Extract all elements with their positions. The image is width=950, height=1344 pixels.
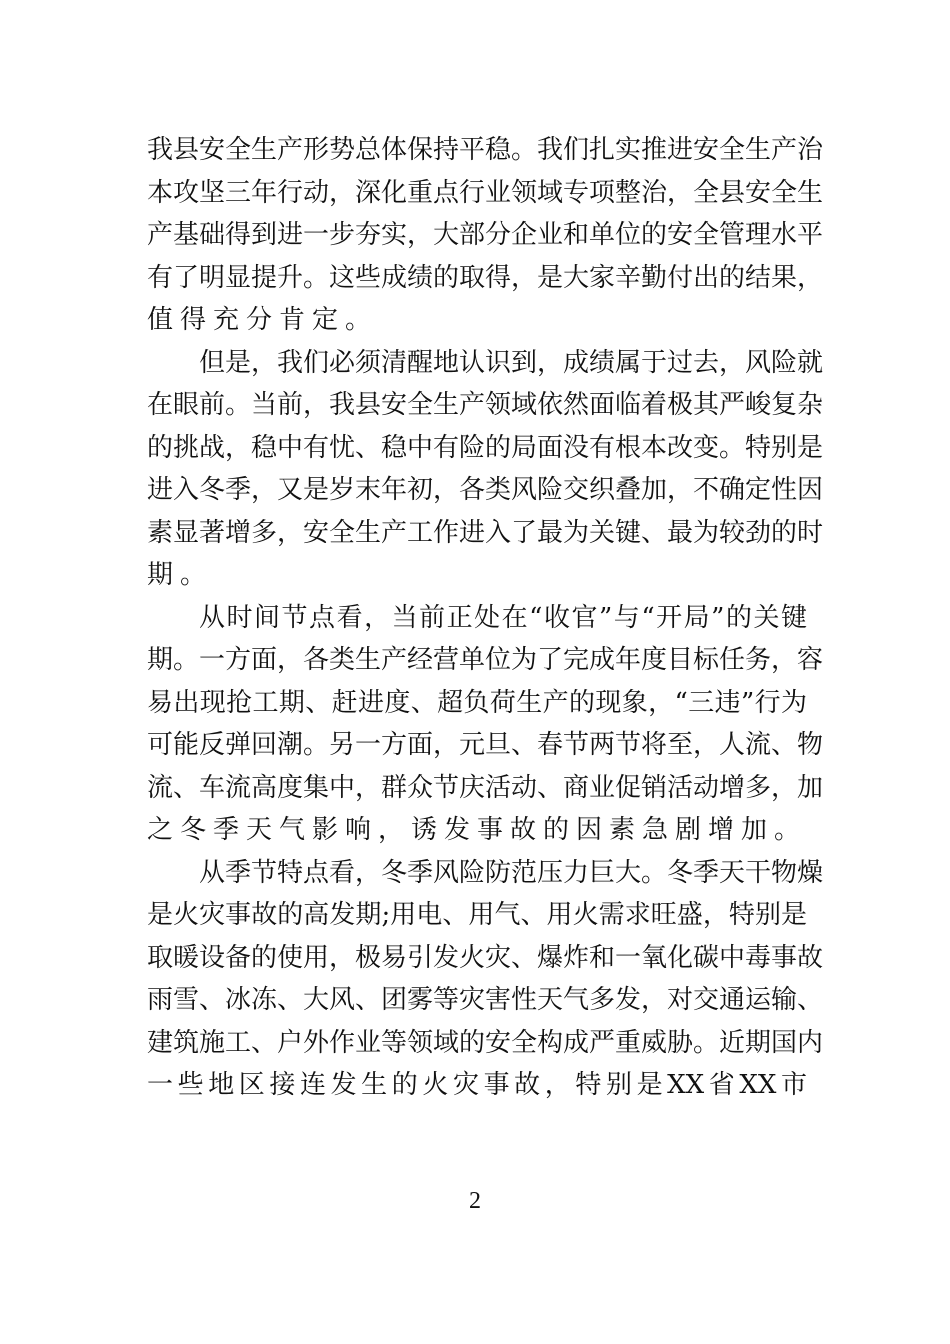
paragraph xyxy=(147,597,824,852)
text-line: 易出现抢工期、赶进度、超负荷生产的现象，“三违”行为 xyxy=(147,687,807,718)
text-line: 取暖设备的使用，极易引发火灾、爆炸和一氧化碳中毒事故 xyxy=(147,942,824,973)
text-line: 雨雪、冰冻、大风、团雾等灾害性天气多发，对交通运输、 xyxy=(147,985,824,1015)
paragraph xyxy=(147,852,824,1107)
paragraph xyxy=(147,342,824,597)
text-line: 期。一方面，各类生产经营单位为了完成年度目标任务，容 xyxy=(147,645,824,675)
text-line: 本攻坚三年行动，深化重点行业领域专项整治，全县安全生 xyxy=(147,177,824,208)
text-line: 进入冬季，又是岁末年初，各类风险交织叠加，不确定性因 xyxy=(147,475,824,505)
text-line: 值得充分肯定。 xyxy=(147,305,379,335)
text-line: 素显著增多，安全生产工作进入了最为关键、最为较劲的时 xyxy=(147,517,824,548)
body-text xyxy=(147,129,824,1107)
text-line: 一些地区接连发生的火灾事故，特别是XX省XX市 xyxy=(147,1070,807,1100)
text-line: 在眼前。当前，我县安全生产领域依然面临着极其严峻复杂 xyxy=(147,390,824,420)
text-line: 从季节特点看，冬季风险防范压力巨大。冬季天干物燥 xyxy=(199,857,824,888)
text-line: 建筑施工、户外作业等领域的安全构成严重威胁。近期国内 xyxy=(147,1027,824,1058)
text-line: 流、车流高度集中，群众节庆活动、商业促销活动增多，加 xyxy=(147,772,824,803)
paragraph xyxy=(147,129,824,342)
text-line: 可能反弹回潮。另一方面，元旦、春节两节将至，人流、物 xyxy=(147,730,824,760)
text-line: 但是，我们必须清醒地认识到，成绩属于过去，风险就 xyxy=(199,347,824,378)
page-number: 2 xyxy=(469,1188,481,1214)
text-line: 有了明显提升。这些成绩的取得，是大家辛勤付出的结果， xyxy=(147,262,824,293)
text-line: 之冬季天气影响，诱发事故的因素急剧增加。 xyxy=(147,815,808,845)
text-line: 期。 xyxy=(147,560,214,590)
text-line: 我县安全生产形势总体保持平稳。我们扎实推进安全生产治 xyxy=(147,135,824,165)
text-line: 的挑战，稳中有忧、稳中有险的局面没有根本改变。特别是 xyxy=(147,432,824,463)
text-line: 是火灾事故的高发期;用电、用气、用火需求旺盛，特别是 xyxy=(147,900,807,930)
text-line: 产基础得到进一步夯实，大部分企业和单位的安全管理水平 xyxy=(147,220,824,250)
text-line: 从时间节点看，当前正处在“收官”与“开局”的关键 xyxy=(199,602,807,633)
